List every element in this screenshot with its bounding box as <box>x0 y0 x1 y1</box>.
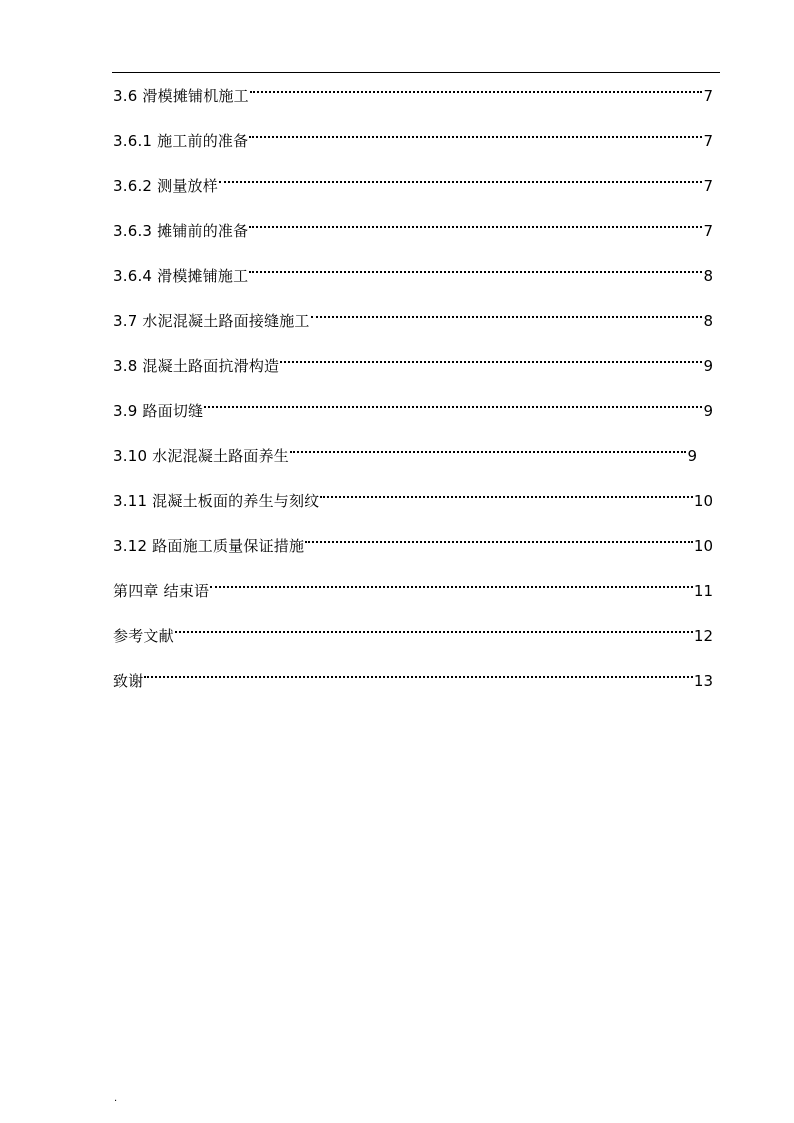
toc-entry-page: 8 <box>703 267 713 285</box>
toc-entry[interactable] <box>113 210 713 255</box>
toc-entry[interactable] <box>113 255 713 300</box>
toc-dot-leader <box>204 390 702 416</box>
toc-dot-leader <box>249 210 702 236</box>
toc-entry-title: 致谢 <box>113 672 144 690</box>
toc-entry[interactable] <box>113 615 713 660</box>
toc-entry-page: 10 <box>693 537 713 555</box>
toc-entry[interactable] <box>113 570 713 615</box>
toc-entry-page: 9 <box>703 357 713 375</box>
table-of-contents <box>113 75 713 705</box>
toc-entry-page: 11 <box>693 582 713 600</box>
toc-entry[interactable] <box>113 480 713 525</box>
toc-entry-page: 7 <box>703 222 713 240</box>
toc-entry[interactable] <box>113 165 713 210</box>
toc-entry[interactable] <box>113 390 713 435</box>
toc-dot-leader <box>250 75 703 101</box>
toc-dot-leader <box>311 300 703 326</box>
toc-dot-leader <box>175 615 693 641</box>
toc-dot-leader <box>290 435 686 461</box>
toc-entry-page: 7 <box>703 87 713 105</box>
toc-dot-leader <box>249 120 702 146</box>
toc-entry-page: 9 <box>703 402 713 420</box>
toc-entry-page: 12 <box>693 627 713 645</box>
toc-entry-title: 3.6.4 滑模摊铺施工 <box>113 267 249 285</box>
toc-entry-title: 3.9 路面切缝 <box>113 402 204 420</box>
toc-dot-leader <box>210 570 693 596</box>
toc-entry-page: 8 <box>703 312 713 330</box>
toc-entry-page: 7 <box>703 132 713 150</box>
toc-entry-page: 10 <box>693 492 713 510</box>
toc-dot-leader <box>219 165 703 191</box>
toc-entry-title: 第四章 结束语 <box>113 582 210 600</box>
toc-entry-title: 参考文献 <box>113 627 174 645</box>
toc-entry[interactable] <box>113 435 697 480</box>
toc-dot-leader <box>249 255 702 281</box>
toc-entry[interactable] <box>113 345 713 390</box>
toc-entry-title: 3.6.2 测量放样 <box>113 177 218 195</box>
toc-entry[interactable] <box>113 120 713 165</box>
toc-dot-leader <box>320 480 693 506</box>
toc-entry-page: 9 <box>687 447 697 465</box>
toc-dot-leader <box>305 525 693 551</box>
toc-entry[interactable] <box>113 660 713 705</box>
toc-entry-page: 13 <box>693 672 713 690</box>
toc-dot-leader <box>144 660 693 686</box>
toc-entry[interactable] <box>113 75 713 120</box>
toc-entry-page: 7 <box>703 177 713 195</box>
toc-entry-title: 3.8 混凝土路面抗滑构造 <box>113 357 280 375</box>
header-rule <box>112 72 720 73</box>
toc-entry-title: 3.6.3 摊铺前的准备 <box>113 222 249 240</box>
toc-dot-leader <box>280 345 702 371</box>
toc-entry[interactable] <box>113 525 713 570</box>
toc-entry-title: 3.7 水泥混凝土路面接缝施工 <box>113 312 310 330</box>
toc-entry-title: 3.6 滑模摊铺机施工 <box>113 87 249 105</box>
toc-entry-title: 3.11 混凝土板面的养生与刻纹 <box>113 492 320 510</box>
footer-mark: . <box>114 1093 118 1104</box>
toc-entry-title: 3.6.1 施工前的准备 <box>113 132 249 150</box>
toc-entry-title: 3.10 水泥混凝土路面养生 <box>113 447 289 465</box>
toc-entry-title: 3.12 路面施工质量保证措施 <box>113 537 305 555</box>
toc-entry[interactable] <box>113 300 713 345</box>
